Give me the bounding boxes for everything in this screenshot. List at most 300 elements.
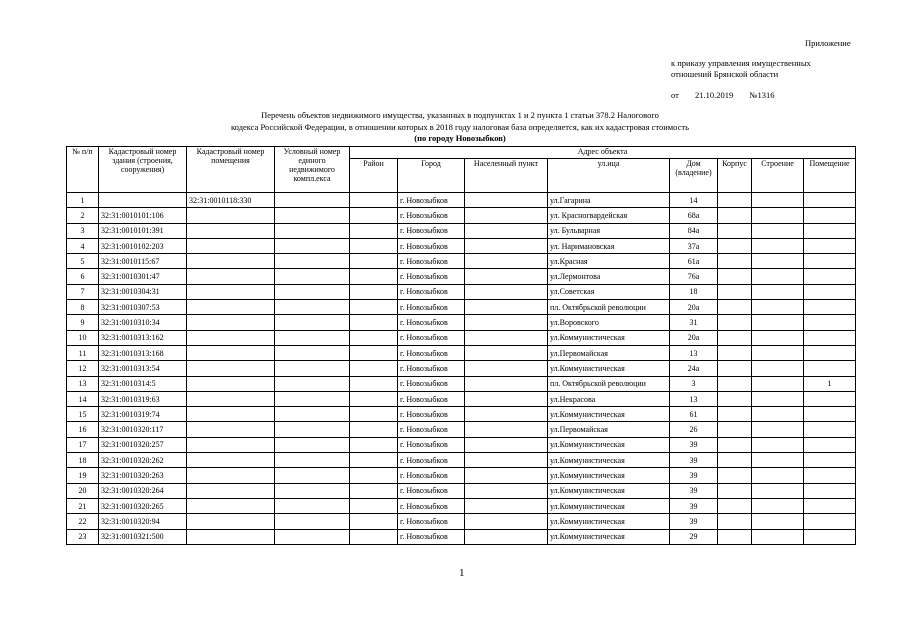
cell-building-cadastral-number: 32:31:0010319:63 xyxy=(99,391,187,406)
cell-settlement xyxy=(465,391,548,406)
table-row xyxy=(67,391,856,406)
property-table xyxy=(66,146,856,545)
cell-city: г. Новозыбков xyxy=(398,269,465,284)
cell-building-cadastral-number: 32:31:0010320:257 xyxy=(99,437,187,452)
cell-street: ул.Советская xyxy=(548,284,670,299)
cell-corpus xyxy=(718,330,752,345)
cell-district xyxy=(350,193,398,208)
table-row xyxy=(67,422,856,437)
cell-premise-cadastral-number xyxy=(187,391,275,406)
cell-city: г. Новозыбков xyxy=(398,254,465,269)
cell-house-number: 61а xyxy=(670,254,718,269)
cell-house-number: 29 xyxy=(670,529,718,544)
cell-district xyxy=(350,223,398,238)
col-header-settlement: Населенный пункт xyxy=(465,159,548,193)
cell-row-number: 5 xyxy=(67,254,99,269)
cell-structure xyxy=(752,284,804,299)
cell-settlement xyxy=(465,254,548,269)
cell-structure xyxy=(752,437,804,452)
cell-corpus xyxy=(718,193,752,208)
table-row xyxy=(67,529,856,544)
cell-premise-cadastral-number xyxy=(187,269,275,284)
cell-room-number xyxy=(804,468,856,483)
cell-premise-cadastral-number xyxy=(187,422,275,437)
cell-complex-number xyxy=(275,208,350,223)
cell-house-number: 31 xyxy=(670,315,718,330)
cell-structure xyxy=(752,453,804,468)
cell-district xyxy=(350,453,398,468)
cell-room-number xyxy=(804,269,856,284)
cell-structure xyxy=(752,345,804,360)
cell-street: ул.Коммунистическая xyxy=(548,483,670,498)
cell-structure xyxy=(752,422,804,437)
table-row xyxy=(67,514,856,529)
cell-row-number: 11 xyxy=(67,345,99,360)
cell-district xyxy=(350,361,398,376)
cell-room-number xyxy=(804,284,856,299)
cell-complex-number xyxy=(275,361,350,376)
cell-corpus xyxy=(718,208,752,223)
cell-house-number: 39 xyxy=(670,514,718,529)
cell-building-cadastral-number: 32:31:0010313:54 xyxy=(99,361,187,376)
table-row xyxy=(67,453,856,468)
cell-street: ул. Красногвардейская xyxy=(548,208,670,223)
cell-corpus xyxy=(718,437,752,452)
cell-house-number: 13 xyxy=(670,391,718,406)
cell-street: ул.Коммунистическая xyxy=(548,498,670,513)
cell-house-number: 84а xyxy=(670,223,718,238)
cell-district xyxy=(350,208,398,223)
cell-house-number: 61 xyxy=(670,407,718,422)
cell-corpus xyxy=(718,514,752,529)
cell-house-number: 68а xyxy=(670,208,718,223)
cell-row-number: 8 xyxy=(67,300,99,315)
cell-house-number: 37а xyxy=(670,238,718,253)
order-reference-line2: отношений Брянской области xyxy=(671,69,779,79)
cell-corpus xyxy=(718,269,752,284)
cell-city: г. Новозыбков xyxy=(398,361,465,376)
cell-building-cadastral-number: 32:31:0010320:117 xyxy=(99,422,187,437)
cell-settlement xyxy=(465,284,548,299)
cell-city: г. Новозыбков xyxy=(398,453,465,468)
cell-street: пл. Октябрьской революции xyxy=(548,300,670,315)
cell-district xyxy=(350,498,398,513)
cell-row-number: 23 xyxy=(67,529,99,544)
table-row xyxy=(67,468,856,483)
cell-street: ул.Красная xyxy=(548,254,670,269)
cell-settlement xyxy=(465,330,548,345)
cell-settlement xyxy=(465,422,548,437)
cell-room-number: 1 xyxy=(804,376,856,391)
cell-street: ул.Коммунистическая xyxy=(548,529,670,544)
cell-room-number xyxy=(804,391,856,406)
cell-structure xyxy=(752,315,804,330)
cell-district xyxy=(350,468,398,483)
cell-district xyxy=(350,315,398,330)
cell-room-number xyxy=(804,483,856,498)
cell-row-number: 14 xyxy=(67,391,99,406)
table-row xyxy=(67,300,856,315)
cell-complex-number xyxy=(275,193,350,208)
cell-street: ул.Первомайская xyxy=(548,345,670,360)
cell-complex-number xyxy=(275,238,350,253)
col-header-house: Дом (владение) xyxy=(670,159,718,193)
cell-street: ул.Воровского xyxy=(548,315,670,330)
cell-structure xyxy=(752,238,804,253)
cell-room-number xyxy=(804,422,856,437)
cell-complex-number xyxy=(275,376,350,391)
cell-city: г. Новозыбков xyxy=(398,330,465,345)
cell-row-number: 13 xyxy=(67,376,99,391)
cell-house-number: 39 xyxy=(670,483,718,498)
cell-street: ул.Коммунистическая xyxy=(548,407,670,422)
document-subtitle: (по городу Новозыбков) xyxy=(414,133,506,143)
cell-settlement xyxy=(465,453,548,468)
cell-building-cadastral-number: 32:31:0010320:263 xyxy=(99,468,187,483)
cell-house-number: 18 xyxy=(670,284,718,299)
cell-district xyxy=(350,437,398,452)
cell-premise-cadastral-number xyxy=(187,254,275,269)
cell-row-number: 15 xyxy=(67,407,99,422)
cell-house-number: 3 xyxy=(670,376,718,391)
cell-house-number: 13 xyxy=(670,345,718,360)
cell-structure xyxy=(752,193,804,208)
cell-street: ул. Наримановская xyxy=(548,238,670,253)
cell-complex-number xyxy=(275,300,350,315)
cell-city: г. Новозыбков xyxy=(398,468,465,483)
cell-district xyxy=(350,300,398,315)
cell-premise-cadastral-number xyxy=(187,361,275,376)
date-prefix: от xyxy=(671,90,679,100)
cell-structure xyxy=(752,361,804,376)
cell-street: ул.Коммунистическая xyxy=(548,437,670,452)
cell-street: ул.Первомайская xyxy=(548,422,670,437)
cell-row-number: 10 xyxy=(67,330,99,345)
col-header-address: Адрес объекта xyxy=(350,147,856,159)
cell-row-number: 18 xyxy=(67,453,99,468)
cell-settlement xyxy=(465,361,548,376)
table-row xyxy=(67,437,856,452)
cell-building-cadastral-number: 32:31:0010307:53 xyxy=(99,300,187,315)
cell-house-number: 20а xyxy=(670,300,718,315)
cell-city: г. Новозыбков xyxy=(398,300,465,315)
cell-complex-number xyxy=(275,422,350,437)
cell-house-number: 76а xyxy=(670,269,718,284)
table-row xyxy=(67,498,856,513)
cell-city: г. Новозыбков xyxy=(398,208,465,223)
cell-settlement xyxy=(465,437,548,452)
cell-corpus xyxy=(718,223,752,238)
cell-premise-cadastral-number xyxy=(187,514,275,529)
cell-premise-cadastral-number xyxy=(187,498,275,513)
cell-structure xyxy=(752,376,804,391)
cell-building-cadastral-number: 32:31:0010101:106 xyxy=(99,208,187,223)
table-row xyxy=(67,193,856,208)
cell-corpus xyxy=(718,361,752,376)
cell-row-number: 2 xyxy=(67,208,99,223)
cell-room-number xyxy=(804,514,856,529)
cell-premise-cadastral-number xyxy=(187,437,275,452)
cell-settlement xyxy=(465,468,548,483)
cell-city: г. Новозыбков xyxy=(398,407,465,422)
cell-building-cadastral-number: 32:31:0010320:265 xyxy=(99,498,187,513)
cell-city: г. Новозыбков xyxy=(398,284,465,299)
cell-corpus xyxy=(718,376,752,391)
cell-district xyxy=(350,514,398,529)
cell-house-number: 24а xyxy=(670,361,718,376)
cell-city: г. Новозыбков xyxy=(398,483,465,498)
cell-city: г. Новозыбков xyxy=(398,437,465,452)
cell-row-number: 20 xyxy=(67,483,99,498)
cell-premise-cadastral-number xyxy=(187,529,275,544)
cell-row-number: 12 xyxy=(67,361,99,376)
cell-premise-cadastral-number xyxy=(187,330,275,345)
cell-settlement xyxy=(465,483,548,498)
cell-room-number xyxy=(804,254,856,269)
col-header-building: Кадастровый номер здания (строения, сооружения) xyxy=(99,147,187,193)
page-number: 1 xyxy=(459,567,465,579)
cell-row-number: 21 xyxy=(67,498,99,513)
cell-room-number xyxy=(804,238,856,253)
cell-premise-cadastral-number xyxy=(187,208,275,223)
cell-district xyxy=(350,330,398,345)
cell-house-number: 39 xyxy=(670,453,718,468)
cell-row-number: 3 xyxy=(67,223,99,238)
cell-corpus xyxy=(718,254,752,269)
cell-district xyxy=(350,269,398,284)
cell-row-number: 1 xyxy=(67,193,99,208)
cell-district xyxy=(350,407,398,422)
cell-building-cadastral-number: 32:31:0010102:203 xyxy=(99,238,187,253)
cell-room-number xyxy=(804,345,856,360)
cell-complex-number xyxy=(275,315,350,330)
appendix-label: Приложение xyxy=(805,38,851,48)
cell-complex-number xyxy=(275,483,350,498)
cell-complex-number xyxy=(275,284,350,299)
cell-city: г. Новозыбков xyxy=(398,498,465,513)
cell-building-cadastral-number: 32:31:0010320:264 xyxy=(99,483,187,498)
table-row xyxy=(67,330,856,345)
cell-complex-number xyxy=(275,437,350,452)
cell-building-cadastral-number: 32:31:0010310:34 xyxy=(99,315,187,330)
cell-settlement xyxy=(465,407,548,422)
cell-structure xyxy=(752,269,804,284)
cell-settlement xyxy=(465,514,548,529)
cell-premise-cadastral-number xyxy=(187,376,275,391)
cell-complex-number xyxy=(275,345,350,360)
cell-street: ул.Лермонтова xyxy=(548,269,670,284)
table-row xyxy=(67,284,856,299)
cell-corpus xyxy=(718,468,752,483)
cell-row-number: 7 xyxy=(67,284,99,299)
col-header-structure: Строение xyxy=(752,159,804,193)
cell-row-number: 19 xyxy=(67,468,99,483)
cell-district xyxy=(350,238,398,253)
cell-structure xyxy=(752,254,804,269)
cell-premise-cadastral-number xyxy=(187,284,275,299)
cell-premise-cadastral-number xyxy=(187,407,275,422)
col-header-num: № п/п xyxy=(67,147,99,193)
cell-corpus xyxy=(718,300,752,315)
col-header-district: Район xyxy=(350,159,398,193)
cell-structure xyxy=(752,330,804,345)
cell-district xyxy=(350,254,398,269)
cell-premise-cadastral-number xyxy=(187,223,275,238)
cell-corpus xyxy=(718,498,752,513)
cell-building-cadastral-number: 32:31:0010313:162 xyxy=(99,330,187,345)
cell-room-number xyxy=(804,223,856,238)
cell-city: г. Новозыбков xyxy=(398,193,465,208)
cell-house-number: 20а xyxy=(670,330,718,345)
table-row xyxy=(67,238,856,253)
table-row xyxy=(67,269,856,284)
cell-row-number: 17 xyxy=(67,437,99,452)
cell-corpus xyxy=(718,529,752,544)
cell-corpus xyxy=(718,407,752,422)
cell-city: г. Новозыбков xyxy=(398,238,465,253)
cell-premise-cadastral-number xyxy=(187,345,275,360)
cell-complex-number xyxy=(275,330,350,345)
cell-complex-number xyxy=(275,391,350,406)
cell-corpus xyxy=(718,422,752,437)
cell-settlement xyxy=(465,238,548,253)
cell-street: пл. Октябрьской революции xyxy=(548,376,670,391)
cell-city: г. Новозыбков xyxy=(398,223,465,238)
cell-house-number: 39 xyxy=(670,498,718,513)
cell-row-number: 22 xyxy=(67,514,99,529)
cell-structure xyxy=(752,529,804,544)
col-header-corpus: Корпус xyxy=(718,159,752,193)
cell-complex-number xyxy=(275,254,350,269)
cell-settlement xyxy=(465,300,548,315)
cell-structure xyxy=(752,514,804,529)
cell-house-number: 39 xyxy=(670,468,718,483)
cell-street: ул.Коммунистическая xyxy=(548,453,670,468)
cell-street: ул.Коммунистическая xyxy=(548,514,670,529)
cell-building-cadastral-number: 32:31:0010304:31 xyxy=(99,284,187,299)
cell-street: ул.Коммунистическая xyxy=(548,330,670,345)
order-date: 21.10.2019 xyxy=(694,90,734,100)
table-row xyxy=(67,407,856,422)
cell-corpus xyxy=(718,284,752,299)
cell-settlement xyxy=(465,498,548,513)
table-row xyxy=(67,361,856,376)
cell-room-number xyxy=(804,330,856,345)
cell-structure xyxy=(752,208,804,223)
cell-room-number xyxy=(804,529,856,544)
cell-premise-cadastral-number xyxy=(187,238,275,253)
cell-complex-number xyxy=(275,407,350,422)
cell-row-number: 16 xyxy=(67,422,99,437)
table-row xyxy=(67,223,856,238)
col-header-complex: Условный номер единого недвижимого компл.екса xyxy=(275,147,350,193)
cell-complex-number xyxy=(275,223,350,238)
cell-settlement xyxy=(465,529,548,544)
cell-structure xyxy=(752,468,804,483)
cell-district xyxy=(350,483,398,498)
cell-city: г. Новозыбков xyxy=(398,514,465,529)
cell-premise-cadastral-number xyxy=(187,483,275,498)
cell-district xyxy=(350,422,398,437)
cell-complex-number xyxy=(275,514,350,529)
cell-street: ул.Коммунистическая xyxy=(548,468,670,483)
cell-city: г. Новозыбков xyxy=(398,376,465,391)
cell-settlement xyxy=(465,345,548,360)
cell-district xyxy=(350,391,398,406)
order-number: №1316 xyxy=(749,90,775,100)
cell-structure xyxy=(752,300,804,315)
order-reference-line1: к приказу управления имущественных xyxy=(671,58,811,68)
cell-premise-cadastral-number: 32:31:0010118:330 xyxy=(187,193,275,208)
cell-district xyxy=(350,376,398,391)
cell-district xyxy=(350,529,398,544)
document-title-line2: кодекса Российской Федерации, в отношении которых в 2018 году налоговая база определяется, как их кадастровая стоимость xyxy=(230,122,689,132)
order-date-line xyxy=(671,88,788,102)
cell-house-number: 39 xyxy=(670,437,718,452)
cell-city: г. Новозыбков xyxy=(398,529,465,544)
cell-premise-cadastral-number xyxy=(187,468,275,483)
cell-room-number xyxy=(804,498,856,513)
col-header-room: Помещение xyxy=(804,159,856,193)
cell-house-number: 14 xyxy=(670,193,718,208)
cell-corpus xyxy=(718,391,752,406)
cell-settlement xyxy=(465,315,548,330)
cell-street: ул.Гагарина xyxy=(548,193,670,208)
cell-room-number xyxy=(804,193,856,208)
cell-room-number xyxy=(804,300,856,315)
cell-structure xyxy=(752,391,804,406)
cell-row-number: 9 xyxy=(67,315,99,330)
cell-corpus xyxy=(718,238,752,253)
cell-complex-number xyxy=(275,498,350,513)
cell-room-number xyxy=(804,437,856,452)
cell-building-cadastral-number xyxy=(99,193,187,208)
cell-settlement xyxy=(465,269,548,284)
cell-complex-number xyxy=(275,529,350,544)
cell-building-cadastral-number: 32:31:0010319:74 xyxy=(99,407,187,422)
cell-street: ул.Некрасова xyxy=(548,391,670,406)
cell-premise-cadastral-number xyxy=(187,315,275,330)
table-row xyxy=(67,483,856,498)
table-row xyxy=(67,315,856,330)
cell-room-number xyxy=(804,208,856,223)
cell-premise-cadastral-number xyxy=(187,453,275,468)
cell-corpus xyxy=(718,453,752,468)
table-row xyxy=(67,208,856,223)
cell-building-cadastral-number: 32:31:0010313:168 xyxy=(99,345,187,360)
cell-row-number: 4 xyxy=(67,238,99,253)
cell-structure xyxy=(752,498,804,513)
cell-corpus xyxy=(718,315,752,330)
cell-district xyxy=(350,284,398,299)
cell-building-cadastral-number: 32:31:0010320:94 xyxy=(99,514,187,529)
cell-settlement xyxy=(465,376,548,391)
cell-city: г. Новозыбков xyxy=(398,345,465,360)
cell-building-cadastral-number: 32:31:0010321:500 xyxy=(99,529,187,544)
document-title-line1: Перечень объектов недвижимого имущества, указанных в подпунктах 1 и 2 пункта 1 статьи 378.2 Налогового xyxy=(261,110,659,120)
cell-building-cadastral-number: 32:31:0010320:262 xyxy=(99,453,187,468)
cell-corpus xyxy=(718,345,752,360)
cell-house-number: 26 xyxy=(670,422,718,437)
cell-building-cadastral-number: 32:31:0010301:47 xyxy=(99,269,187,284)
cell-complex-number xyxy=(275,468,350,483)
cell-city: г. Новозыбков xyxy=(398,315,465,330)
cell-settlement xyxy=(465,193,548,208)
cell-city: г. Новозыбков xyxy=(398,391,465,406)
col-header-premise: Кадастровый номер помещения xyxy=(187,147,275,193)
cell-city: г. Новозыбков xyxy=(398,422,465,437)
cell-structure xyxy=(752,223,804,238)
